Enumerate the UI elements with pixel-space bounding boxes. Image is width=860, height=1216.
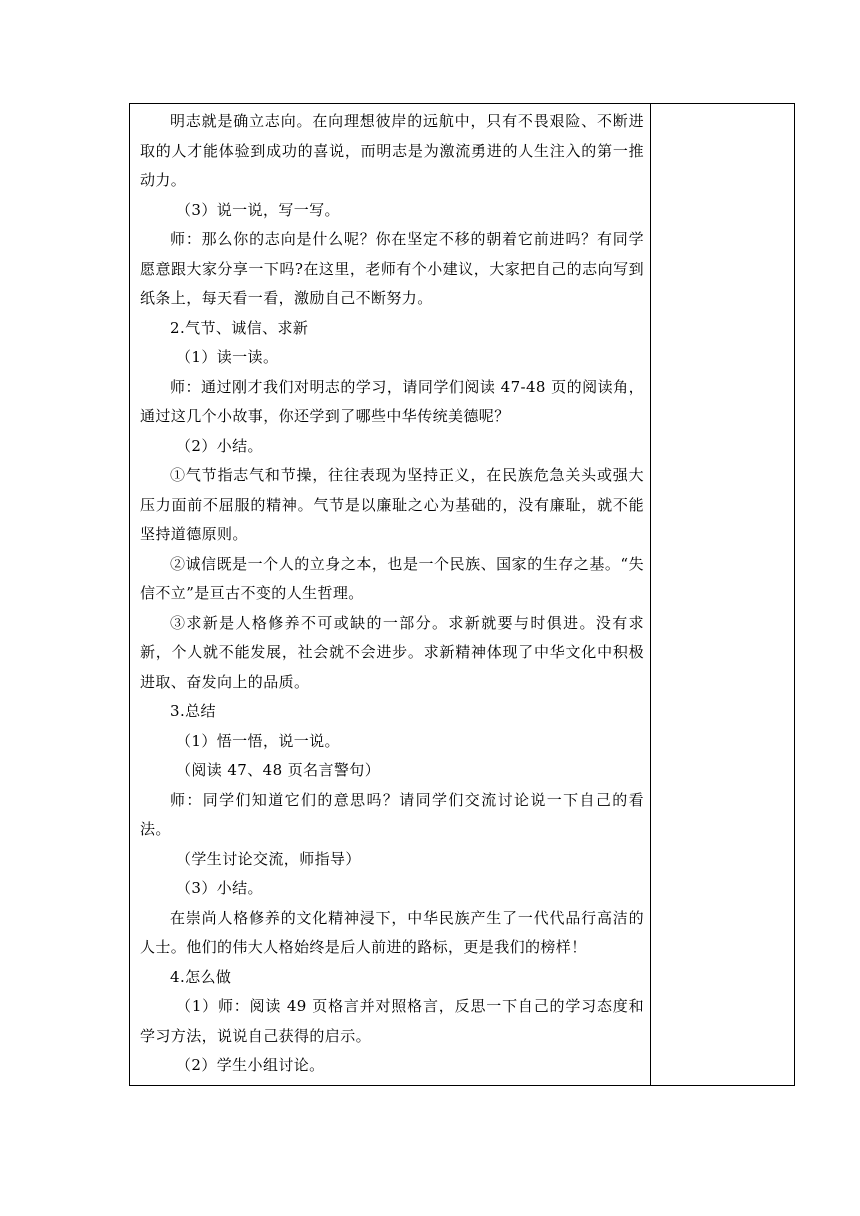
paragraph: ①气节指志气和节操，往往表现为坚持正义，在民族危急关头或强大压力面前不屈服的精神。气节是以廉耻之心为基础的，没有廉耻，就不能坚持道德原则。: [140, 466, 644, 543]
paragraph: ②诚信既是一个人的立身之本，也是一个民族、国家的生存之基。“失信不立”是亘古不变的人生哲理。: [140, 554, 644, 602]
paragraph: 师：那么你的志向是什么呢？你在坚定不移的朝着它前进吗？有同学愿意跟大家分享一下吗?在这里，老师有个小建议，大家把自己的志向写到纸条上，每天看一看，激励自己不断努力。: [140, 230, 644, 307]
paragraph: （2）小结。: [176, 436, 263, 455]
lesson-plan-table: [129, 103, 795, 1086]
paragraph: （学生讨论交流，师指导）: [176, 849, 361, 868]
paragraph: 4.怎么做: [170, 967, 232, 986]
paragraph: ③求新是人格修养不可或缺的一部分。求新就要与时俱进。没有求新，个人就不能发展，社会就不会进步。求新精神体现了中华文化中积极进取、奋发向上的品质。: [140, 613, 644, 691]
paragraph: （3）小结。: [176, 879, 263, 897]
notes-cell: [651, 104, 795, 1086]
paragraph: 3.总结: [170, 702, 216, 720]
paragraph: （3）说一说，写一写。: [176, 200, 340, 219]
paragraph: （1）悟一悟，说一说。: [176, 731, 340, 750]
table-row: [130, 104, 795, 1086]
paragraph: 师：同学们知道它们的意思吗？请同学们交流讨论说一下自己的看法。: [140, 790, 644, 838]
paragraph: 2.气节、诚信、求新: [170, 318, 309, 337]
paragraph: （阅读 47、48 页名言警句）: [176, 761, 381, 779]
paragraph: 在崇尚人格修养的文化精神浸下，中华民族产生了一代代品行高洁的人士。他们的伟大人格始终是后人前进的路标，更是我们的榜样！: [140, 908, 644, 956]
lesson-content: [130, 104, 650, 1081]
paragraph: （1）师：阅读 49 页格言并对照格言，反思一下自己的学习态度和学习方法，说说自己获得的启示。: [140, 997, 644, 1045]
paragraph: 明志就是确立志向。在向理想彼岸的远航中，只有不畏艰险、不断进取的人才能体验到成功的喜说，而明志是为激流勇进的人生注入的第一推动力。: [140, 112, 644, 189]
paragraph: 师：通过刚才我们对明志的学习，请同学们阅读 47-48 页的阅读角，通过这几个小故事，你还学到了哪些中华传统美德呢？: [140, 377, 644, 425]
paragraph: （1）读一读。: [176, 348, 279, 366]
lesson-content-cell: [130, 104, 651, 1086]
paragraph: （2）学生小组讨论。: [176, 1056, 325, 1074]
